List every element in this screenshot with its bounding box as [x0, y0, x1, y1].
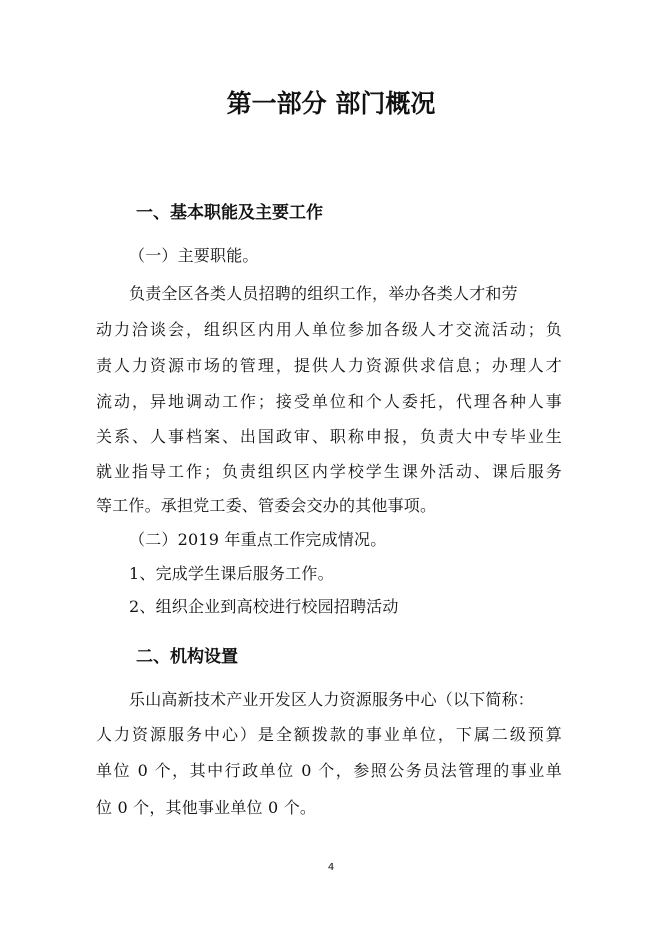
list-item: 1、完成学生课后服务工作。: [129, 564, 334, 583]
paragraph-line: 动力洽谈会，组织区内用人单位参加各级人才交流活动；负: [96, 320, 562, 339]
page-number: 4: [327, 862, 335, 873]
page-title: 第一部分 部门概况: [226, 89, 436, 118]
paragraph-line: 关系、人事档案、出国政审、职称申报，负责大中专毕业生: [96, 427, 562, 446]
paragraph-line: 位 0 个，其他事业单位 0 个。: [96, 798, 317, 817]
section-heading-organization: 二、机构设置: [136, 647, 238, 667]
paragraph-line: 人力资源服务中心）是全额拨款的事业单位，下属二级预算: [96, 725, 562, 744]
subheading-2019-key-work: （二）2019 年重点工作完成情况。: [129, 530, 387, 549]
paragraph-line: 责人力资源市场的管理，提供人力资源供求信息；办理人才: [96, 356, 562, 375]
paragraph-line: 就业指导工作；负责组织区内学校学生课外活动、课后服务: [96, 462, 562, 481]
list-item: 2、组织企业到高校进行校园招聘活动: [129, 597, 399, 616]
paragraph-line: 乐山高新技术产业开发区人力资源服务中心（以下简称：: [129, 690, 535, 709]
subheading-main-functions: （一）主要职能。: [129, 246, 259, 265]
paragraph-line: 单位 0 个，其中行政单位 0 个，参照公务员法管理的事业单: [96, 761, 562, 780]
paragraph-line: 等工作。承担党工委、管委会交办的其他事项。: [96, 496, 437, 515]
paragraph-line: 负责全区各类人员招聘的组织工作，举办各类人才和劳: [129, 284, 518, 303]
paragraph-line: 流动，异地调动工作；接受单位和个人委托，代理各种人事: [96, 392, 562, 411]
section-heading-basic-functions: 一、基本职能及主要工作: [136, 203, 323, 223]
